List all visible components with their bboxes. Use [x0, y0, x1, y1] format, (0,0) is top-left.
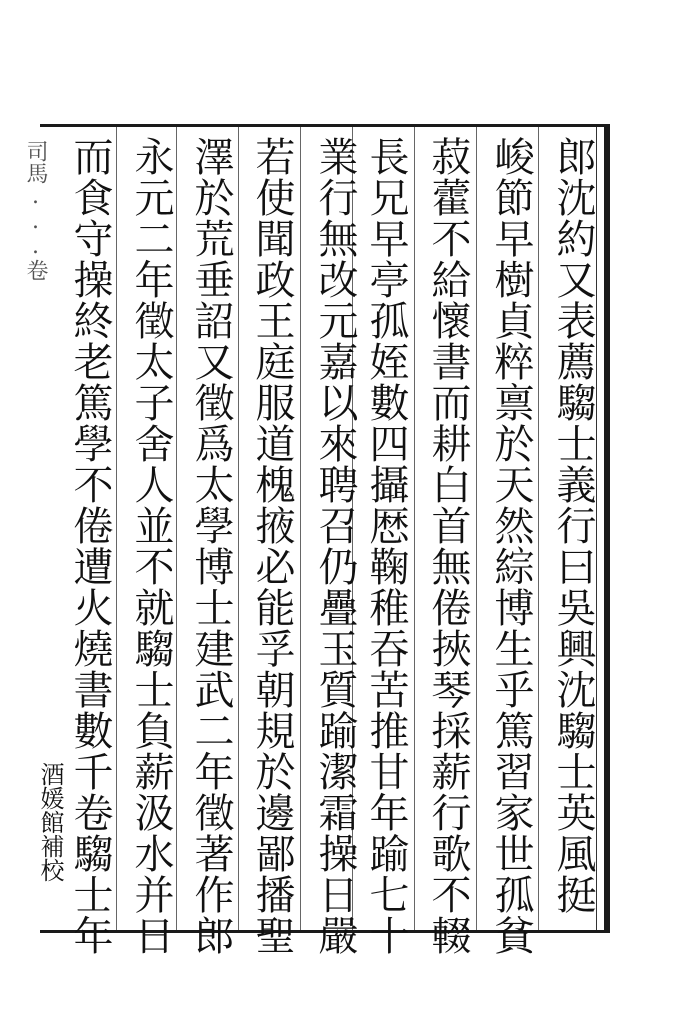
column-rule: [116, 127, 117, 930]
page-frame-right-border: [604, 124, 610, 933]
text-column-4: 長兄早亭孤姪數四攝厯鞠稚吞苦推甘年踰七十: [363, 136, 409, 956]
page-frame-top-border: [40, 124, 610, 127]
margin-book-title: 司馬...卷: [23, 140, 48, 281]
text-column-1: 郎沈約又表薦騶士義行曰吳興沈騶士英風挺: [550, 136, 596, 915]
text-column-6: 若使聞政王庭服道槐掖必能孚朝規於邊鄙播聖: [249, 136, 295, 956]
text-column-2: 峻節早樹貞粹禀於天然綜博生乎篤習家世孤貧: [488, 136, 534, 956]
text-column-3: 菽藿不給懷書而耕白首無倦挾琴採薪行歌不輟: [425, 136, 471, 956]
column-rule: [476, 127, 477, 930]
text-column-8: 永元二年徵太子舍人並不就騶士負薪汲水并日: [128, 136, 174, 956]
column-rule: [300, 127, 301, 930]
column-rule: [414, 127, 415, 930]
column-rule: [538, 127, 539, 930]
column-rule: [238, 127, 239, 930]
text-column-5: 業行無改元嘉以來聘召仍疊玉質踰潔霜操日嚴: [312, 136, 358, 956]
text-column-9: 而食守操終老篤學不倦遭火燒書數千卷騶士年: [67, 136, 113, 956]
text-column-7: 澤於荒垂詔又徵爲太學博士建武二年徵著作郎: [188, 136, 234, 956]
collation-note: 酒媛館補校: [36, 762, 64, 882]
